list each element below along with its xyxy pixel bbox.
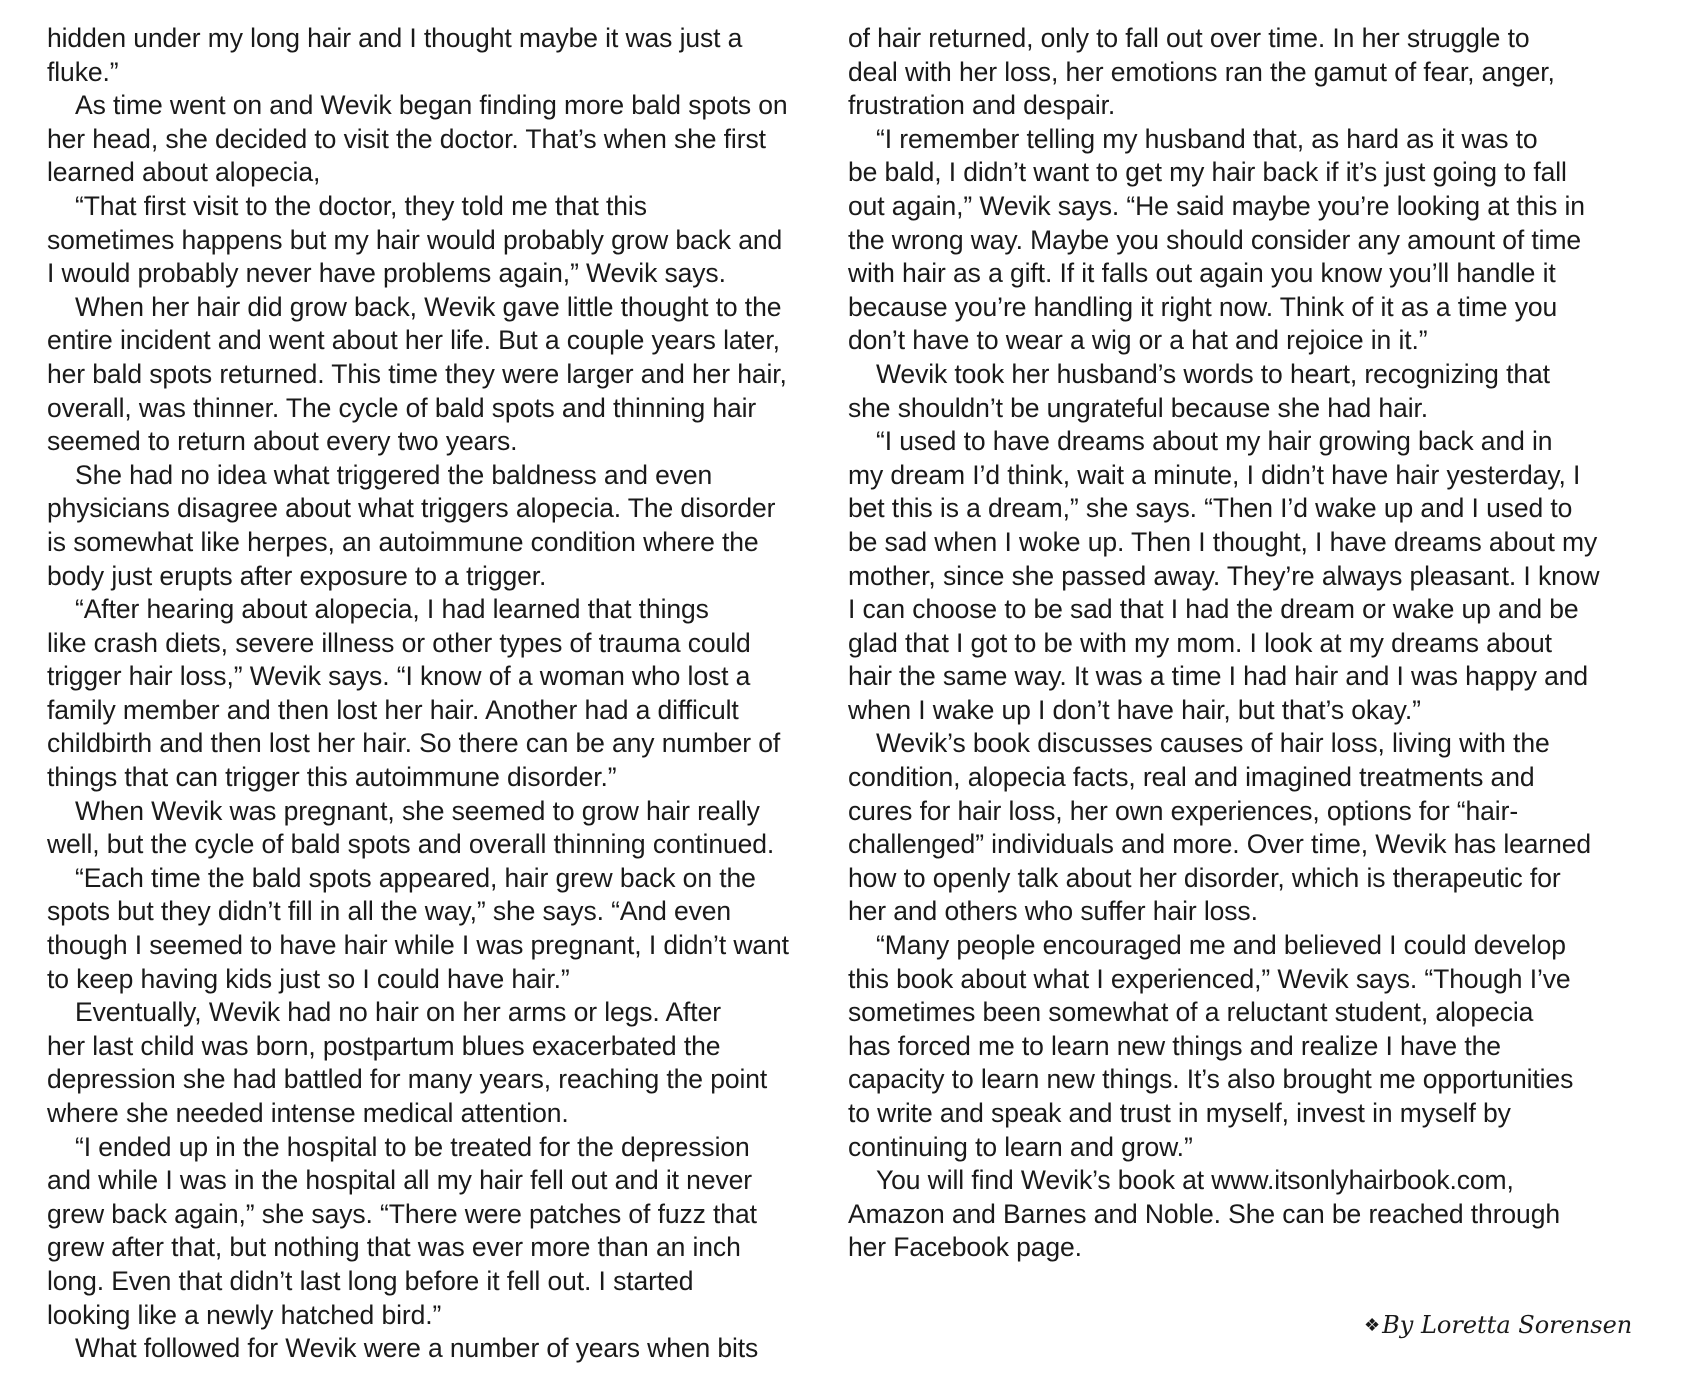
text-line: be bald, I didn’t want to get my hair back if it’s just going to fall <box>848 157 1567 188</box>
text-line: frustration and despair. <box>848 90 1116 121</box>
text-line: hair the same way. It was a time I had hair and I was happy and <box>848 661 1589 692</box>
text-line: Wevik’s book discusses causes of hair loss, living with the <box>876 728 1550 759</box>
text-line: her last child was born, postpartum blues exacerbated the <box>47 1030 721 1061</box>
text-line: she shouldn’t be ungrateful because she had hair. <box>848 392 1429 423</box>
text-line: out again,” Wevik says. “He said maybe you’re looking at this in <box>848 190 1585 221</box>
text-line: continuing to learn and grow.” <box>848 1131 1193 1162</box>
diamond-ornament-icon: ❖ <box>1364 1315 1381 1336</box>
text-line: her Facebook page. <box>848 1232 1082 1263</box>
text-line: and while I was in the hospital all my hair fell out and it never <box>47 1165 752 1196</box>
text-line: body just erupts after exposure to a trigger. <box>47 560 547 591</box>
text-line: fluke.” <box>47 56 119 87</box>
text-line: “I used to have dreams about my hair growing back and in <box>876 426 1553 457</box>
text-line: long. Even that didn’t last long before it fell out. I started <box>47 1265 694 1296</box>
text-line: condition, alopecia facts, real and imagined treatments and <box>848 762 1535 793</box>
text-line: things that can trigger this autoimmune disorder.” <box>47 762 617 793</box>
text-line: of hair returned, only to fall out over time. In her struggle to <box>848 23 1530 53</box>
text-line: “I ended up in the hospital to be treated for the depression <box>75 1131 750 1162</box>
left-column <box>47 22 817 1366</box>
text-line: sometimes been somewhat of a reluctant student, alopecia <box>848 997 1534 1028</box>
text-line: capacity to learn new things. It’s also brought me opportunities <box>848 1064 1574 1095</box>
text-line: “Each time the bald spots appeared, hair grew back on the <box>75 862 756 893</box>
text-line: I can choose to be sad that I had the dream or wake up and be <box>848 594 1579 625</box>
text-line: my dream I’d think, wait a minute, I didn’t have hair yesterday, I <box>848 459 1581 490</box>
text-line: this book about what I experienced,” Wevik says. “Though I’ve <box>848 963 1571 994</box>
text-line: spots but they didn’t fill in all the way,” she says. “And even <box>47 896 732 927</box>
text-line: with hair as a gift. If it falls out again you know you’ll handle it <box>848 258 1556 289</box>
text-line: “I remember telling my husband that, as hard as it was to <box>876 123 1538 154</box>
text-line: seemed to return about every two years. <box>47 426 518 457</box>
text-line: Eventually, Wevik had no hair on her arms or legs. After <box>75 997 721 1028</box>
text-line: the wrong way. Maybe you should consider any amount of time <box>848 224 1582 255</box>
text-line: family member and then lost her hair. Another had a difficult <box>47 694 739 725</box>
text-line: “After hearing about alopecia, I had learned that things <box>75 594 709 625</box>
text-line: Wevik took her husband’s words to heart, recognizing that <box>876 358 1550 389</box>
text-line: trigger hair loss,” Wevik says. “I know of a woman who lost a <box>47 661 751 692</box>
text-line: When Wevik was pregnant, she seemed to grow hair really <box>75 795 760 826</box>
text-line: entire incident and went about her life. But a couple years later, <box>47 325 780 356</box>
text-line: where she needed intense medical attention. <box>47 1098 569 1128</box>
text-line: has forced me to learn new things and realize I have the <box>848 1030 1501 1061</box>
text-line: cures for hair loss, her own experiences, options for “hair- <box>848 795 1519 826</box>
text-line: challenged” individuals and more. Over time, Wevik has learned <box>848 829 1592 860</box>
text-line: When her hair did grow back, Wevik gave little thought to the <box>75 291 782 322</box>
text-line: her head, she decided to visit the doctor. That’s when she first <box>47 123 766 154</box>
text-line: when I wake up I don’t have hair, but that’s okay.” <box>848 694 1421 725</box>
text-line: “That first visit to the doctor, they told me that this <box>75 190 647 221</box>
byline <box>1364 1311 1632 1339</box>
text-line: mother, since she passed away. They’re always pleasant. I know <box>848 560 1600 591</box>
text-line: depression she had battled for many years, reaching the point <box>47 1064 768 1095</box>
text-line: to write and speak and trust in myself, invest in myself by <box>848 1098 1511 1128</box>
text-line: her and others who suffer hair loss. <box>848 896 1258 927</box>
text-line: be sad when I woke up. Then I thought, I have dreams about my <box>848 526 1598 557</box>
text-line: well, but the cycle of bald spots and overall thinning continued. <box>47 829 775 860</box>
text-line: don’t have to wear a wig or a hat and rejoice in it.” <box>848 325 1428 356</box>
text-line: I would probably never have problems again,” Wevik says. <box>47 258 726 289</box>
text-line: You will find Wevik’s book at www.itsonlyhairbook.com, <box>876 1165 1514 1196</box>
text-line: Amazon and Barnes and Noble. She can be reached through <box>848 1198 1560 1229</box>
text-line: though I seemed to have hair while I was pregnant, I didn’t want <box>47 930 789 961</box>
text-line: overall, was thinner. The cycle of bald spots and thinning hair <box>47 392 757 423</box>
text-line: sometimes happens but my hair would probably grow back and <box>47 224 783 255</box>
text-line: how to openly talk about her disorder, which is therapeutic for <box>848 862 1561 893</box>
byline-author: By Loretta Sorensen <box>1382 1311 1633 1339</box>
text-line: grew after that, but nothing that was ever more than an inch <box>47 1232 741 1263</box>
text-line: like crash diets, severe illness or other types of trauma could <box>47 627 751 658</box>
text-line: bet this is a dream,” she says. “Then I’d wake up and I used to <box>848 493 1573 524</box>
text-line: What followed for Wevik were a number of years when bits <box>75 1333 759 1364</box>
text-line: is somewhat like herpes, an autoimmune condition where the <box>47 526 759 557</box>
text-line: learned about alopecia, <box>47 157 321 188</box>
text-line: her bald spots returned. This time they were larger and her hair, <box>47 358 787 389</box>
text-line: As time went on and Wevik began finding more bald spots on <box>75 90 788 121</box>
text-line: childbirth and then lost her hair. So there can be any number of <box>47 728 781 759</box>
text-line: to keep having kids just so I could have hair.” <box>47 963 570 994</box>
text-line: looking like a newly hatched bird.” <box>47 1299 442 1330</box>
text-line: She had no idea what triggered the baldness and even <box>75 459 713 490</box>
text-line: because you’re handling it right now. Think of it as a time you <box>848 291 1558 322</box>
text-line: deal with her loss, her emotions ran the gamut of fear, anger, <box>848 56 1555 87</box>
text-line: hidden under my long hair and I thought maybe it was just a <box>47 23 743 53</box>
text-line: “Many people encouraged me and believed I could develop <box>876 930 1566 961</box>
text-line: grew back again,” she says. “There were patches of fuzz that <box>47 1198 757 1229</box>
right-column <box>848 22 1628 1265</box>
text-line: glad that I got to be with my mom. I look at my dreams about <box>848 627 1552 658</box>
text-line: physicians disagree about what triggers alopecia. The disorder <box>47 493 776 524</box>
